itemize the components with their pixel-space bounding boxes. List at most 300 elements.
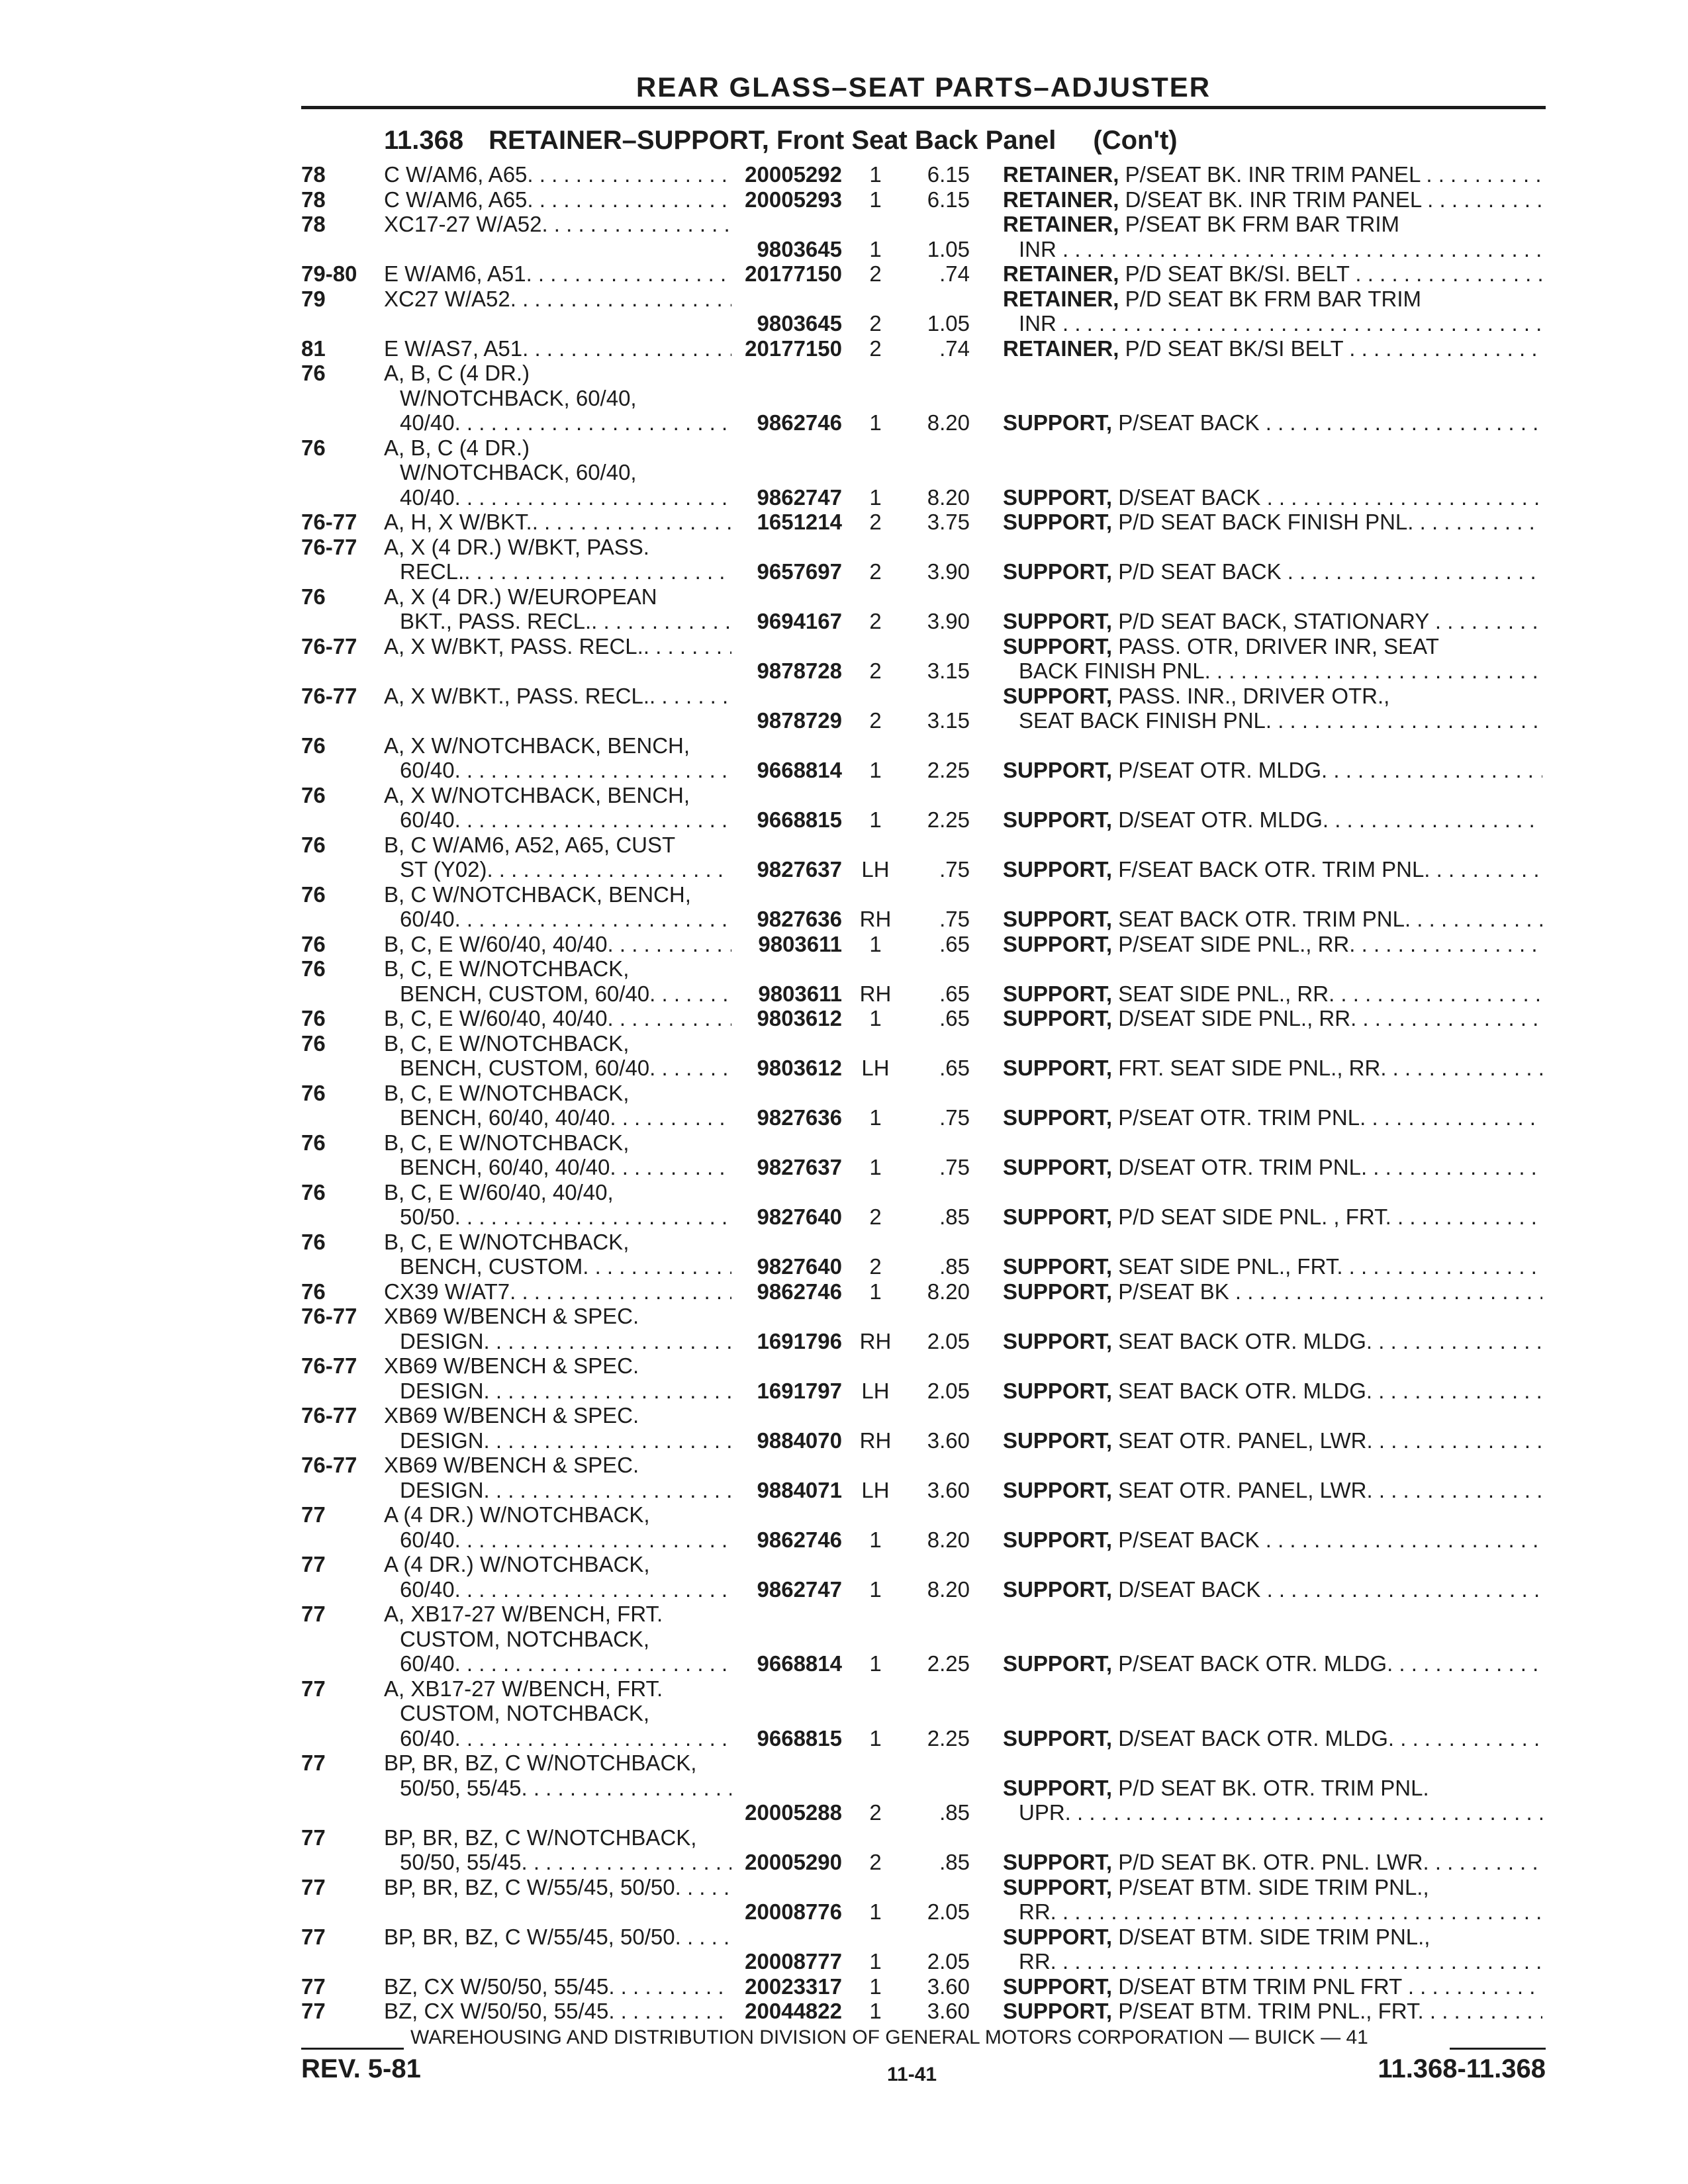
application-line xyxy=(384,684,731,709)
application-line xyxy=(384,857,731,882)
price: .75 xyxy=(939,1105,970,1130)
application-cell xyxy=(384,1230,731,1279)
application-line xyxy=(384,1205,731,1230)
application-text: XC17-27 W/A52 xyxy=(384,212,542,236)
leader-dots xyxy=(484,1329,731,1354)
part-number: 20005292 xyxy=(745,162,842,187)
description-wrap xyxy=(1003,1850,1429,1874)
application-text: 60/40 xyxy=(400,758,455,782)
spacer xyxy=(1003,1304,1542,1329)
part-number: 9878728 xyxy=(757,659,842,683)
leader-dots xyxy=(1367,1155,1542,1179)
parts-row xyxy=(301,1081,1546,1130)
application-text: A, X W/BKT, PASS. RECL. xyxy=(384,633,643,659)
description-line xyxy=(1003,981,1542,1007)
section-title xyxy=(384,126,1178,156)
price: 2.05 xyxy=(927,1949,970,1974)
quantity: RH xyxy=(859,1428,892,1453)
price: 6.15 xyxy=(927,162,970,187)
spacer xyxy=(1003,1180,1542,1205)
description-cell xyxy=(1003,1081,1542,1130)
leader-dots xyxy=(1272,708,1542,733)
leader-dots xyxy=(455,1726,731,1751)
application-cell xyxy=(384,1081,731,1130)
application-line xyxy=(384,162,731,187)
parts-row xyxy=(301,932,1546,957)
quantity: 1 xyxy=(869,410,882,435)
quantity: LH xyxy=(861,1477,890,1502)
quantity: 2 xyxy=(869,311,882,336)
description-cell xyxy=(1003,435,1542,510)
price: .85 xyxy=(939,1800,970,1825)
description-line xyxy=(1003,212,1542,237)
description-text: P/D SEAT BACK xyxy=(1118,559,1282,584)
application-line: W/NOTCHBACK, 60/40, xyxy=(400,385,637,410)
description-noun: SUPPORT, xyxy=(1003,1527,1113,1552)
description-line xyxy=(1003,162,1542,187)
description-text: SEAT OTR. PANEL, LWR. xyxy=(1118,1477,1373,1502)
description-noun: SUPPORT, xyxy=(1003,1254,1113,1279)
description-text: D/SEAT BACK OTR. MLDG. . . . xyxy=(1118,1725,1431,1751)
spacer xyxy=(1003,386,1542,411)
leader-dots xyxy=(1056,311,1542,336)
application-cell xyxy=(384,833,731,882)
part-number: 20023317 xyxy=(745,1974,842,1999)
quantity: 1 xyxy=(869,1725,882,1751)
section-continued: (Con't) xyxy=(1093,126,1178,155)
spacer xyxy=(1003,1453,1542,1478)
quantity: 2 xyxy=(869,559,882,584)
leader-dots xyxy=(522,1850,732,1875)
application-cell xyxy=(384,1279,731,1304)
quantity: 2 xyxy=(869,1205,882,1229)
ref-number: 76 xyxy=(301,1130,326,1155)
leader-dots xyxy=(1429,1651,1542,1676)
description-wrap xyxy=(1003,684,1389,708)
application-cell xyxy=(384,162,731,187)
application-text: BENCH, 60/40, 40/40 xyxy=(400,1155,610,1179)
application-line xyxy=(384,1105,731,1130)
application-cell xyxy=(384,1552,731,1602)
application-line xyxy=(384,1527,731,1553)
description-line xyxy=(1003,1651,1542,1676)
description-line xyxy=(1003,1205,1542,1230)
description-noun: SUPPORT, xyxy=(1003,1999,1113,2023)
application-line xyxy=(384,1925,731,1950)
price: 2.25 xyxy=(927,1651,970,1676)
description-continuation xyxy=(1003,1949,1542,1974)
spacer xyxy=(1003,1602,1542,1627)
leader-dots xyxy=(1391,1205,1542,1229)
parts-row xyxy=(301,733,1546,783)
application-line: BP, BR, BZ, C W/NOTCHBACK, xyxy=(384,1825,697,1850)
description-text: PASS. INR., DRIVER OTR., xyxy=(1118,683,1390,708)
ref-number: 76-77 xyxy=(301,1304,357,1328)
ref-number: 78 xyxy=(301,162,326,187)
parts-row xyxy=(301,1353,1546,1403)
price: 3.60 xyxy=(927,1477,970,1502)
part-number: 9862746 xyxy=(757,1279,842,1304)
price: .75 xyxy=(939,857,970,882)
description-text: P/SEAT OTR. MLDG. xyxy=(1118,758,1328,782)
quantity: 2 xyxy=(869,336,882,361)
description-cont-text: BACK FINISH PNL. xyxy=(1019,659,1211,683)
part-number: 9862746 xyxy=(757,410,842,435)
application-line xyxy=(384,559,731,584)
part-number: 20177150 xyxy=(745,261,842,286)
ref-number: 76 xyxy=(301,435,326,460)
application-cell xyxy=(384,261,731,287)
parts-row xyxy=(301,510,1546,535)
application-line: XB69 W/BENCH & SPEC. xyxy=(384,1453,639,1477)
leader-dots xyxy=(1429,1850,1542,1874)
description-text: P/SEAT BACK OTR. MLDG. . . . xyxy=(1118,1651,1430,1676)
description-text: PASS. OTR, DRIVER INR, SEAT xyxy=(1118,633,1439,659)
description-cell xyxy=(1003,833,1542,882)
part-number: 9827640 xyxy=(757,1205,842,1229)
part-number: 1651214 xyxy=(757,510,842,534)
price: 3.60 xyxy=(927,1999,970,2023)
description-wrap xyxy=(1003,559,1282,584)
description-line xyxy=(1003,485,1542,510)
leader-dots xyxy=(455,907,731,932)
spacer xyxy=(1003,435,1542,461)
description-text: D/SEAT OTR. TRIM PNL. xyxy=(1118,1155,1368,1179)
leader-dots xyxy=(1329,807,1542,832)
description-cell xyxy=(1003,634,1542,684)
part-number: 9803611 xyxy=(758,981,842,1006)
description-cell xyxy=(1003,187,1542,212)
application-line xyxy=(384,981,731,1007)
application-text: A, H, X W/BKT. xyxy=(384,510,532,534)
application-cell xyxy=(384,1676,731,1751)
description-noun: RETAINER, xyxy=(1003,261,1119,286)
parts-row xyxy=(301,1304,1546,1353)
price: .85 xyxy=(939,1850,970,1874)
application-cell xyxy=(384,1304,731,1353)
description-noun: SUPPORT, xyxy=(1003,683,1113,708)
parts-row xyxy=(301,1751,1546,1825)
application-cell xyxy=(384,1031,731,1081)
ref-number: 78 xyxy=(301,187,326,212)
parts-row xyxy=(301,882,1546,932)
application-line xyxy=(384,212,731,237)
description-continuation xyxy=(1003,659,1542,684)
part-number: 20005290 xyxy=(745,1850,842,1874)
description-line xyxy=(1003,1279,1542,1304)
part-number: 9878729 xyxy=(757,708,842,733)
description-wrap xyxy=(1003,1279,1229,1304)
leader-dots xyxy=(1366,1105,1542,1130)
quantity: 1 xyxy=(869,1974,882,1999)
parts-row xyxy=(301,261,1546,287)
application-line: B, C, E W/60/40, 40/40, xyxy=(384,1179,614,1205)
ref-number: 76-77 xyxy=(301,1353,357,1378)
parts-row xyxy=(301,1006,1546,1031)
leader-dots xyxy=(649,1056,731,1081)
part-number: 9803611 xyxy=(758,931,842,956)
description-line xyxy=(1003,857,1542,882)
application-line: XB69 W/BENCH & SPEC. xyxy=(384,1304,639,1328)
leader-dots xyxy=(591,609,731,634)
description-line xyxy=(1003,1875,1542,1900)
leader-dots xyxy=(1071,1800,1542,1825)
description-line xyxy=(1003,634,1542,659)
application-cell xyxy=(384,435,731,510)
description-wrap xyxy=(1003,287,1421,311)
application-cell xyxy=(384,1353,731,1403)
description-cell xyxy=(1003,584,1542,634)
description-cell xyxy=(1003,684,1542,733)
description-wrap xyxy=(1003,1974,1426,1999)
price: .65 xyxy=(939,1056,970,1080)
description-line xyxy=(1003,1577,1542,1602)
leader-dots xyxy=(1372,1379,1542,1403)
description-line xyxy=(1003,684,1542,709)
application-text: 60/40 xyxy=(400,1725,455,1751)
description-cell xyxy=(1003,733,1542,783)
application-text: BENCH, 60/40, 40/40 xyxy=(400,1105,610,1130)
price: 6.15 xyxy=(927,187,970,212)
ref-number: 76 xyxy=(301,1179,326,1205)
header-rule xyxy=(301,106,1546,109)
leader-dots xyxy=(643,634,731,659)
description-noun: SUPPORT, xyxy=(1003,1006,1113,1030)
quantity: 2 xyxy=(869,1800,882,1825)
leader-dots xyxy=(455,410,731,435)
application-cell xyxy=(384,287,731,336)
application-cell xyxy=(384,336,731,361)
ref-number: 76-77 xyxy=(301,683,357,708)
description-wrap xyxy=(1003,1329,1372,1353)
price: 1.05 xyxy=(927,236,970,261)
application-line: XB69 W/BENCH & SPEC. xyxy=(384,1403,639,1428)
application-text: 60/40 xyxy=(400,807,455,832)
part-number: 9803612 xyxy=(757,1006,842,1030)
description-cell xyxy=(1003,1925,1542,1974)
leader-dots xyxy=(484,1478,731,1503)
description-text: D/SEAT BK. INR TRIM PANEL xyxy=(1125,187,1422,212)
application-line xyxy=(384,1254,731,1279)
description-line xyxy=(1003,1527,1542,1553)
spacer xyxy=(1003,460,1542,485)
description-line xyxy=(1003,261,1542,287)
quantity: RH xyxy=(859,1328,892,1353)
spacer xyxy=(1003,1081,1542,1106)
description-noun: RETAINER, xyxy=(1003,187,1119,212)
description-cell xyxy=(1003,1751,1542,1825)
description-cell xyxy=(1003,336,1542,361)
application-cell xyxy=(384,1825,731,1875)
description-text: P/SEAT BK xyxy=(1118,1279,1229,1304)
leader-dots xyxy=(610,1155,731,1180)
application-cell xyxy=(384,1974,731,1999)
description-wrap xyxy=(1003,1776,1429,1800)
leader-dots xyxy=(532,510,731,535)
description-line xyxy=(1003,1925,1542,1950)
description-wrap xyxy=(1003,907,1435,931)
ref-number: 77 xyxy=(301,1751,326,1775)
description-wrap xyxy=(1003,1875,1429,1899)
application-cell xyxy=(384,1453,731,1502)
description-cell xyxy=(1003,1974,1542,1999)
description-cell xyxy=(1003,1031,1542,1081)
description-noun: RETAINER, xyxy=(1003,336,1119,361)
part-number: 1691797 xyxy=(757,1378,842,1403)
price: 3.75 xyxy=(927,510,970,534)
leader-dots xyxy=(1421,187,1542,212)
price: .74 xyxy=(939,261,970,286)
description-line xyxy=(1003,1850,1542,1875)
spacer xyxy=(1003,535,1542,560)
spacer xyxy=(1003,1552,1542,1577)
description-cell xyxy=(1003,162,1542,187)
description-cell xyxy=(1003,1602,1542,1676)
description-line xyxy=(1003,1776,1542,1801)
description-text: SEAT OTR. PANEL, LWR. xyxy=(1118,1428,1373,1453)
ref-number: 76-77 xyxy=(301,534,357,559)
leader-dots xyxy=(487,857,731,882)
description-text: SEAT BACK OTR. MLDG. xyxy=(1118,1378,1373,1403)
ref-number: 77 xyxy=(301,1502,326,1527)
application-text: BZ, CX W/50/50, 55/45 xyxy=(384,1974,609,1999)
parts-row xyxy=(301,212,1546,261)
quantity: 2 xyxy=(869,261,882,286)
price: 1.05 xyxy=(927,311,970,336)
description-text: P/SEAT OTR. TRIM PNL. xyxy=(1118,1105,1366,1130)
part-number: 20005293 xyxy=(745,187,842,212)
parts-row xyxy=(301,1180,1546,1230)
part-number: 20005288 xyxy=(745,1800,842,1825)
description-wrap xyxy=(1003,1056,1386,1080)
description-line xyxy=(1003,410,1542,435)
application-text: DESIGN xyxy=(400,1428,484,1453)
application-cell xyxy=(384,1999,731,2024)
leader-dots xyxy=(1386,1056,1542,1080)
application-line: A, B, C (4 DR.) xyxy=(384,361,530,385)
price: .65 xyxy=(939,1006,970,1030)
application-line xyxy=(384,907,731,932)
description-noun: SUPPORT, xyxy=(1003,758,1113,782)
description-text: D/SEAT BTM. SIDE TRIM PNL., xyxy=(1118,1924,1430,1949)
description-text: P/D SEAT BK/SI. BELT xyxy=(1125,261,1350,286)
application-text: BZ, CX W/50/50, 55/45 xyxy=(384,1999,609,2023)
application-cell xyxy=(384,956,731,1006)
price: 2.25 xyxy=(927,758,970,782)
quantity: 1 xyxy=(869,807,882,832)
description-cell xyxy=(1003,1304,1542,1353)
description-noun: SUPPORT, xyxy=(1003,1775,1113,1800)
description-cell xyxy=(1003,1676,1542,1751)
description-wrap xyxy=(1003,609,1429,633)
description-cell xyxy=(1003,1453,1542,1502)
description-wrap xyxy=(1003,1155,1367,1179)
application-text: BENCH, CUSTOM xyxy=(400,1254,583,1279)
part-number: 9827640 xyxy=(757,1254,842,1279)
description-line xyxy=(1003,1478,1542,1503)
application-text: 60/40 xyxy=(400,907,455,931)
parts-row xyxy=(301,1875,1546,1925)
description-wrap xyxy=(1003,1205,1391,1229)
application-line xyxy=(384,485,731,510)
description-text: P/SEAT BTM. TRIM PNL., FRT. xyxy=(1118,1999,1424,2023)
footer-page-number: 11-41 xyxy=(887,2064,937,2085)
application-line xyxy=(384,1850,731,1875)
part-number: 1691796 xyxy=(757,1328,842,1353)
description-noun: SUPPORT, xyxy=(1003,1105,1113,1130)
quantity: 1 xyxy=(869,931,882,956)
application-text: C W/AM6, A65 xyxy=(384,187,528,212)
quantity: 1 xyxy=(869,1279,882,1304)
leader-dots xyxy=(1211,659,1542,683)
description-text: P/D SEAT BK. OTR. PNL. LWR. xyxy=(1118,1850,1429,1874)
price: 3.15 xyxy=(927,659,970,683)
application-line: A, XB17-27 W/BENCH, FRT. xyxy=(384,1676,663,1701)
application-cell xyxy=(384,1006,731,1031)
application-line xyxy=(384,1056,731,1081)
ref-number: 76 xyxy=(301,1080,326,1105)
description-wrap xyxy=(1003,807,1329,832)
quantity: 2 xyxy=(869,659,882,683)
description-noun: SUPPORT, xyxy=(1003,1056,1113,1080)
leader-dots xyxy=(1432,162,1542,187)
leader-dots xyxy=(484,1428,731,1453)
ref-number: 81 xyxy=(301,336,326,361)
parts-row xyxy=(301,535,1546,584)
parts-row xyxy=(301,1403,1546,1453)
description-cell xyxy=(1003,212,1542,261)
description-text: P/SEAT SIDE PNL., RR. xyxy=(1118,931,1356,956)
price: 3.90 xyxy=(927,559,970,584)
leader-dots xyxy=(522,336,731,361)
leader-dots xyxy=(1260,1577,1542,1602)
ref-number: 76 xyxy=(301,782,326,807)
leader-dots xyxy=(1430,1726,1542,1751)
ref-number: 76 xyxy=(301,956,326,981)
description-noun: SUPPORT, xyxy=(1003,1428,1113,1453)
spacer xyxy=(1003,956,1542,981)
application-line: A (4 DR.) W/NOTCHBACK, xyxy=(384,1502,650,1527)
spacer xyxy=(1003,733,1542,758)
description-noun: RETAINER, xyxy=(1003,286,1119,311)
application-cell xyxy=(384,1875,731,1925)
parts-row xyxy=(301,1999,1546,2024)
application-cell xyxy=(384,1502,731,1552)
ref-number: 76 xyxy=(301,361,326,385)
leader-dots xyxy=(522,1776,732,1801)
application-line xyxy=(384,1974,731,1999)
leader-dots xyxy=(510,1279,731,1304)
description-continuation xyxy=(1003,311,1542,336)
description-noun: SUPPORT, xyxy=(1003,1205,1113,1229)
description-cell xyxy=(1003,535,1542,584)
description-text: D/SEAT SIDE PNL., RR. xyxy=(1118,1006,1357,1030)
application-text: E W/AS7, A51 xyxy=(384,336,523,361)
leader-dots xyxy=(455,807,731,833)
description-wrap xyxy=(1003,1925,1430,1949)
application-line xyxy=(384,287,731,312)
quantity: 2 xyxy=(869,510,882,534)
leader-dots xyxy=(1056,1899,1542,1924)
leader-dots xyxy=(1260,410,1542,435)
part-number: 9862747 xyxy=(757,1576,842,1602)
description-noun: SUPPORT, xyxy=(1003,559,1113,584)
leader-dots xyxy=(455,1577,731,1602)
parts-row xyxy=(301,1502,1546,1552)
spacer xyxy=(1003,1502,1542,1527)
part-number: 9827636 xyxy=(757,1105,842,1130)
description-noun: SUPPORT, xyxy=(1003,1725,1113,1751)
